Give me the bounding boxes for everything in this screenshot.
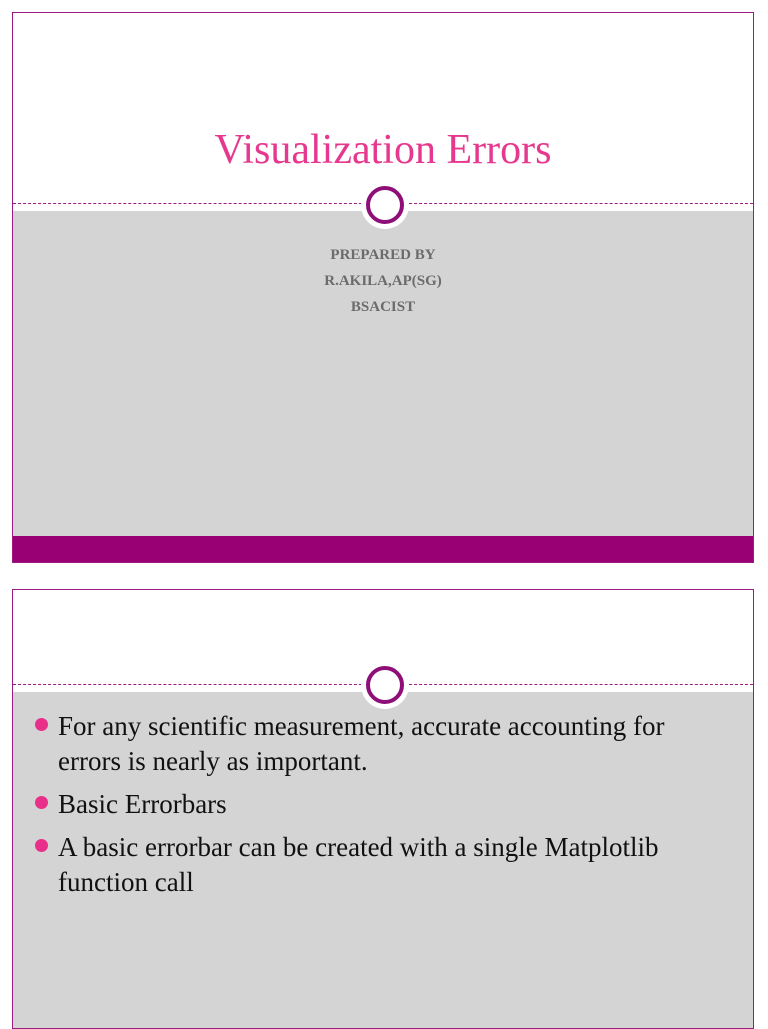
subtitle-prepared-by: PREPARED BY <box>330 247 436 263</box>
bullet-item <box>35 830 733 900</box>
bullet-item <box>35 787 733 822</box>
subtitle <box>13 242 753 320</box>
slide-body <box>13 211 753 537</box>
bullet-dot-icon <box>35 796 48 809</box>
slide-1 <box>12 12 754 563</box>
slide-title: Visualization Errors <box>214 127 552 173</box>
slide-2 <box>12 589 754 1029</box>
bullet-text: For any scientific measurement, accurate accounting for errors is nearly as important. <box>58 711 665 776</box>
subtitle-author: R.AKILA,AP(SG) <box>324 273 442 289</box>
bullet-dot-icon <box>35 718 48 731</box>
subtitle-institution: BSACIST <box>350 299 416 315</box>
circle-ornament-icon <box>366 666 404 704</box>
bullet-list <box>35 709 733 908</box>
footer-bar <box>13 536 753 562</box>
bullet-dot-icon <box>35 839 48 852</box>
bullet-text: A basic errorbar can be created with a single Matplotlib function call <box>58 832 659 897</box>
circle-ornament-icon <box>366 186 404 224</box>
bullet-item <box>35 709 733 779</box>
bullet-text: Basic Errorbars <box>58 789 227 819</box>
